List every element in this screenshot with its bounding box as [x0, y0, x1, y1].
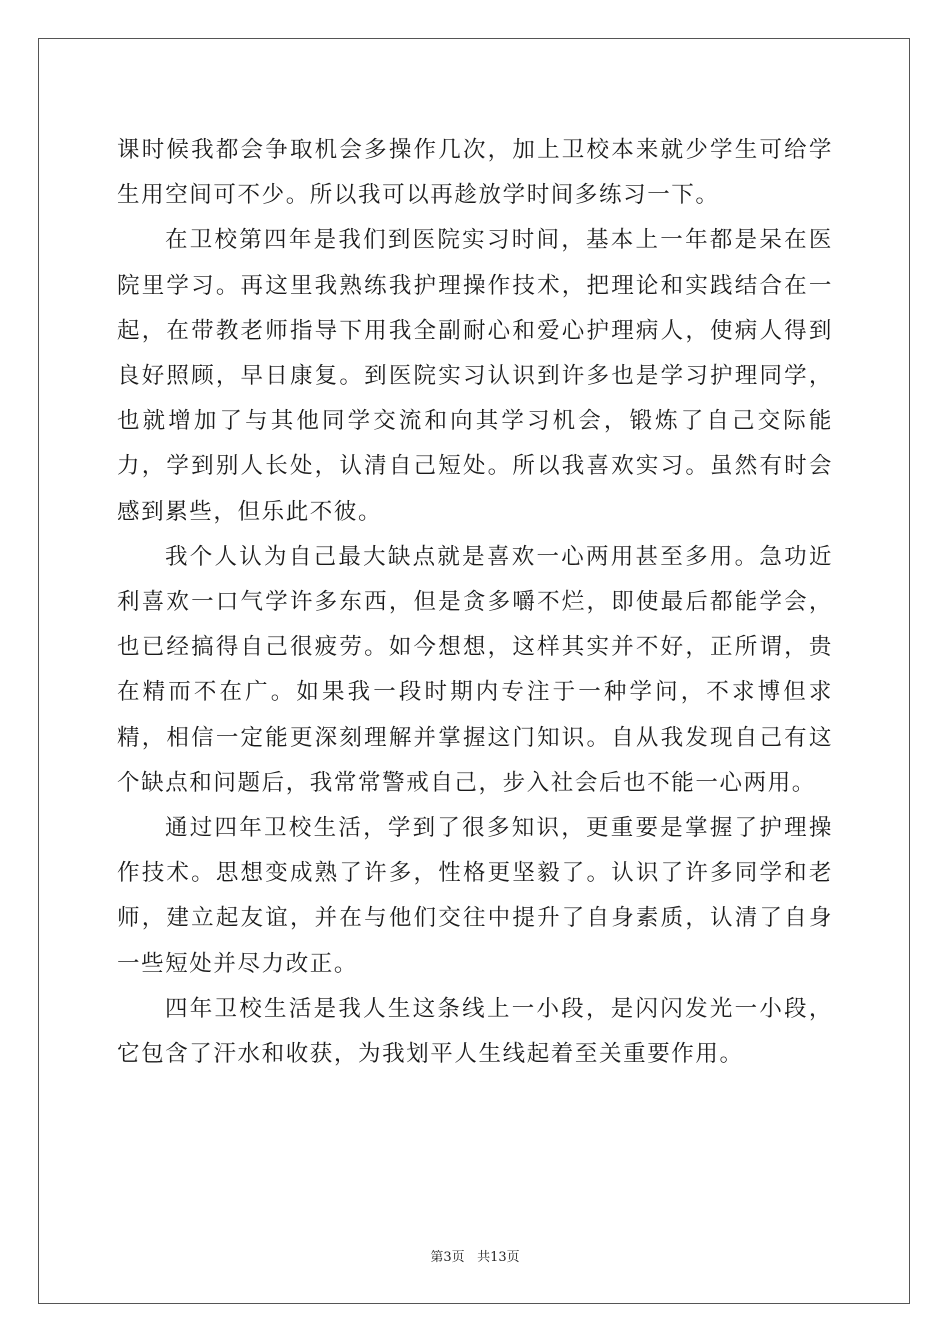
document-body [117, 128, 833, 1077]
page-footer [0, 1246, 950, 1265]
paragraph-4: 通过四年卫校生活，学到了很多知识，更重要是掌握了护理操作技术。思想变成熟了许多，性格更坚毅了。认识了许多同学和老师，建立起友谊，并在与他们交往中提升了自身素质，认清了自身一些短处并尽力改正。 [117, 815, 833, 977]
paragraph-5: 四年卫校生活是我人生这条线上一小段，是闪闪发光一小段，它包含了汗水和收获，为我划平人生线起着至关重要作用。 [117, 995, 833, 1068]
paragraph-2: 在卫校第四年是我们到医院实习时间，基本上一年都是呆在医院里学习。再这里我熟练我护理操作技术，把理论和实践结合在一起，在带教老师指导下用我全副耐心和爱心护理病人，使病人得到良好照顾，早日康复。到医院实习认识到许多也是学习护理同学，也就增加了与其他同学交流和向其学习机会，锻炼了自己交际能力，学到别人长处，认清自己短处。所以我喜欢实习。虽然有时会感到累些，但乐此不彼。 [117, 227, 833, 525]
paragraph-3: 我个人认为自己最大缺点就是喜欢一心两用甚至多用。急功近利喜欢一口气学许多东西，但是贪多嚼不烂，即使最后都能学会，也已经搞得自己很疲劳。如今想想，这样其实并不好，正所谓，贵在精而不在广。如果我一段时期内专注于一种学问，不求博但求精，相信一定能更深刻理解并掌握这门知识。自从我发现自己有这个缺点和问题后，我常常警戒自己，步入社会后也不能一心两用。 [117, 543, 833, 796]
page-total: 共13页 [477, 1250, 520, 1265]
paragraph-1: 课时候我都会争取机会多操作几次，加上卫校本来就少学生可给学生用空间可不少。所以我可以再趁放学时间多练习一下。 [117, 137, 833, 209]
page-number: 第3页 [430, 1250, 465, 1265]
